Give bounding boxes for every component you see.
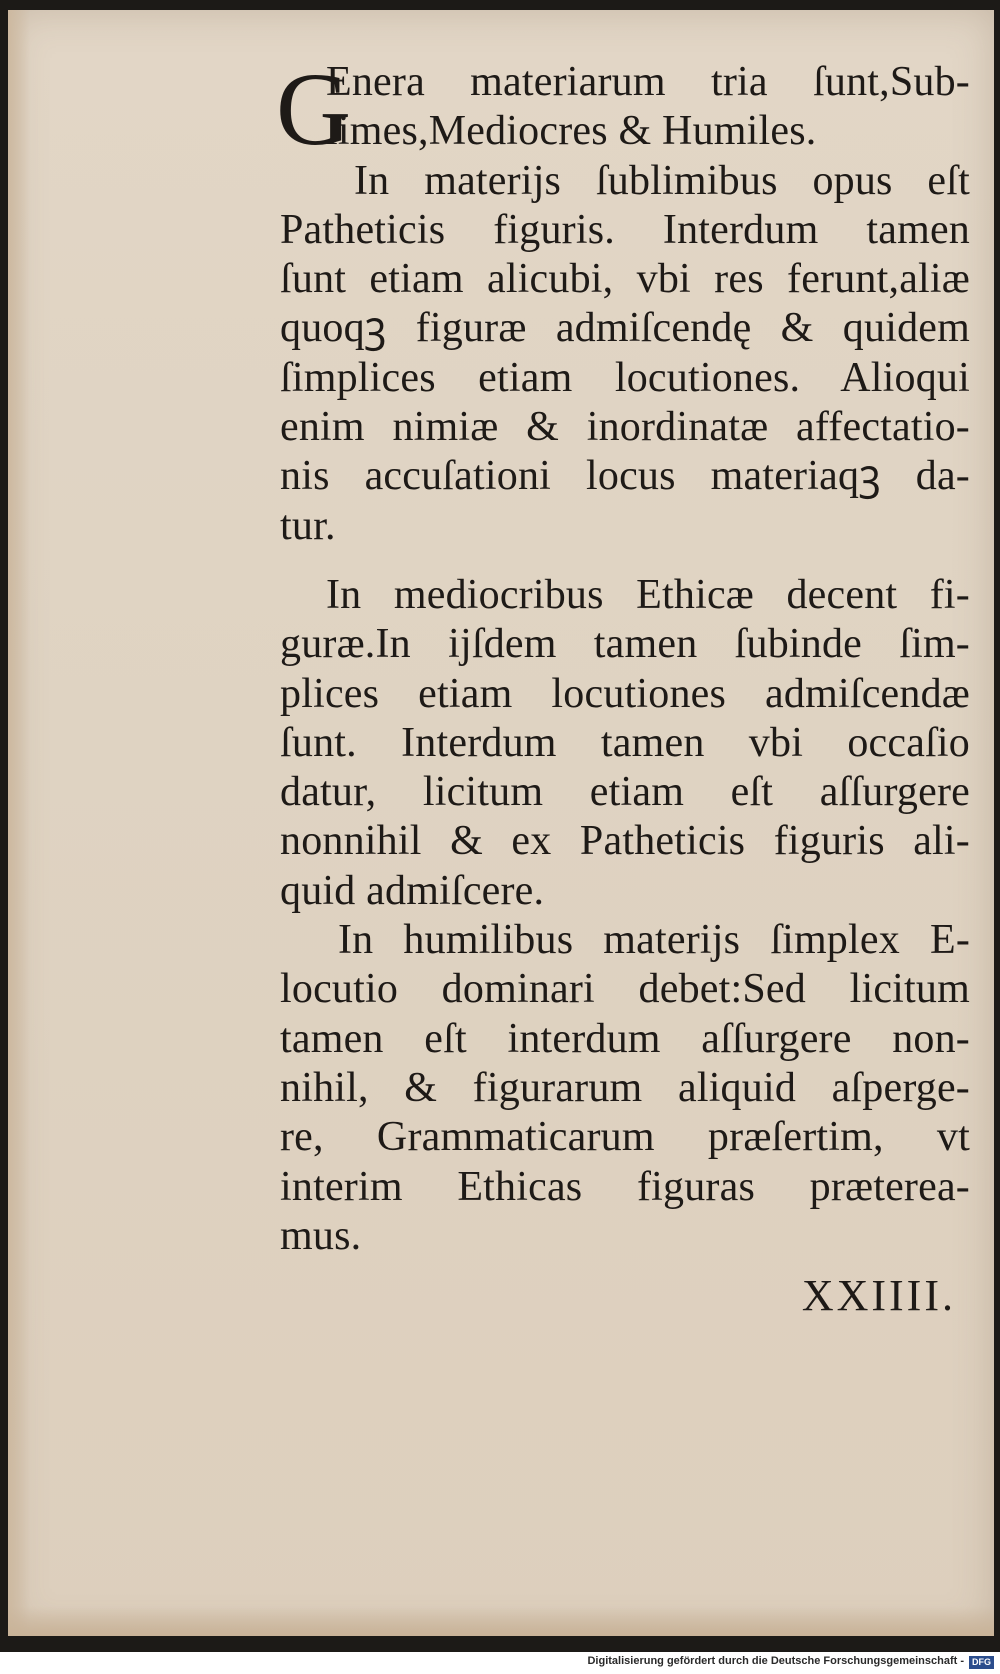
text-line: ſimplices etiam locutiones. Alioqui [280, 354, 970, 401]
text-line: locutio dominari debet:Sed licitum [280, 966, 970, 1013]
text-line: nihil, & figurarum aliquid aſperge- [280, 1064, 970, 1111]
digitization-footer [0, 1652, 1000, 1674]
text-line: re, Grammaticarum præſertim, vt [280, 1114, 970, 1161]
text-line: In mediocribus Ethicæ decent fi- [326, 571, 970, 618]
book-page [8, 10, 994, 1636]
text-line: quid admiſcere. [280, 867, 545, 914]
text-line: quoqꝫ figuræ admiſcendę & quidem [280, 305, 970, 352]
text-line: In materijs ſublimibus opus eſt [354, 157, 970, 204]
text-line: tamen eſt interdum aſſurgere non- [280, 1015, 970, 1062]
text-line: mus. [280, 1212, 362, 1259]
text-line: datur, licitum etiam eſt aſſurgere [280, 769, 970, 816]
folio-number: XXIIII. [801, 1271, 956, 1320]
text-line: Enera materiarum tria ſunt,Sub- [326, 59, 970, 105]
text-line: nis accuſationi locus materiaqꝫ da- [280, 453, 970, 500]
page-gutter-shadow [8, 10, 30, 1636]
dfg-logo: DFG [969, 1656, 994, 1669]
text-line: ſunt. Interdum tamen vbi occaſio [280, 719, 970, 766]
text-line: In humilibus materijs ſimplex E- [338, 917, 970, 964]
funding-credit: Digitalisierung gefördert durch die Deutsche Forschungsgemeinschaft - [587, 1655, 964, 1667]
text-line: nonnihil & ex Patheticis figuris ali- [280, 818, 970, 865]
page-bottom-shadow [8, 1606, 994, 1636]
text-line: Patheticis figuris. Interdum tamen [280, 206, 970, 253]
text-line: interim Ethicas figuras præterea- [280, 1163, 970, 1210]
text-line: enim nimiæ & inordinatæ affectatio- [280, 404, 970, 451]
text-line: plices etiam locutiones admiſcendæ [280, 670, 970, 717]
text-line: limes,Mediocres & Humiles. [326, 108, 817, 155]
text-line: ſunt etiam alicubi, vbi res ferunt,aliæ [280, 256, 970, 303]
drop-cap: G [276, 52, 352, 167]
text-line: guræ.In ijſdem tamen ſubinde ſim- [280, 621, 970, 668]
main-text [276, 52, 970, 1261]
text-line: tur. [280, 502, 336, 549]
